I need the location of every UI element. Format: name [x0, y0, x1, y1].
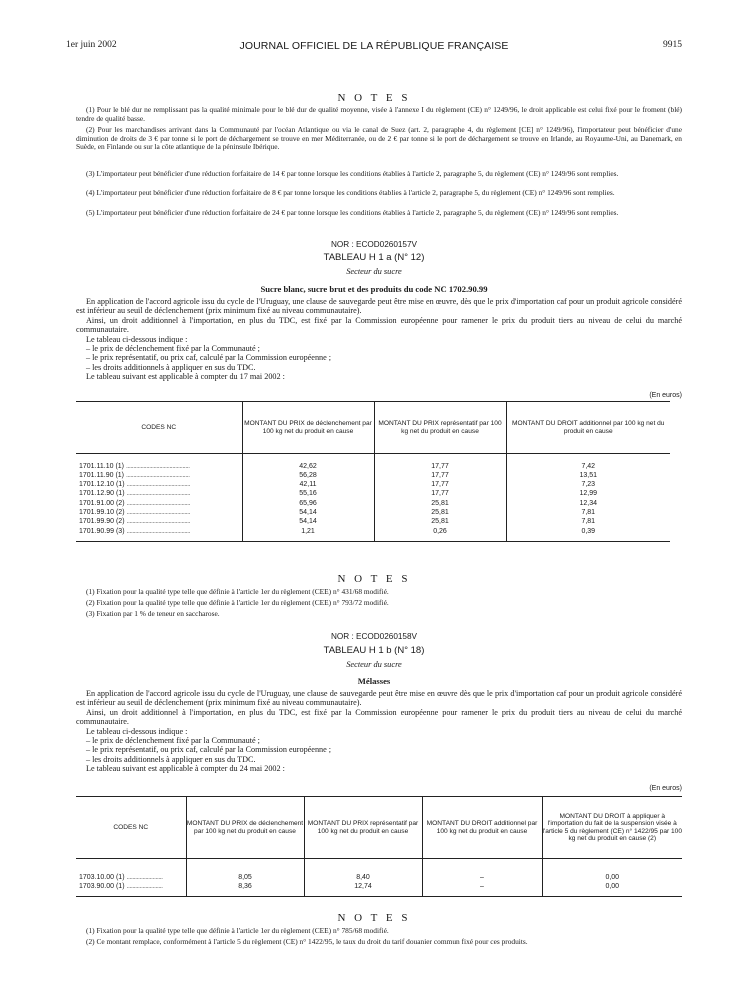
unit-label-1: (En euros) [649, 392, 682, 399]
col-header-representatif: MONTANT DU PRIX représentatif par 100 kg net du produit en cause [374, 402, 506, 454]
table-row: 1701.91.00 (2) ............................................ 65,96 25,81 12,34 [76, 499, 670, 508]
cell-code: 1701.12.10 (1) [79, 481, 125, 489]
note-top-2: (2) Pour les marchandises arrivant dans la Communauté par l'océan Atlantique ou via le canal de Suez (art. 2, paragraphe 4, du règlement [CE] n° 1249/96), l'importateur peut bénéficier d'une diminution de droits de 3 € par tonne si le port de déchargement se trouve en mer Méditerranée, ou de 2 € par tonne si le port de déchargement se trouve en Irlande, au Royaume-Uni, au Danemark, en Suède, en Finlande ou sur la côte atlantique de la péninsule Ibérique. [76, 125, 682, 152]
table-row: 1701.90.99 (3) ............................................ 1,21 0,26 0,39 [76, 527, 670, 536]
note-2-1: (1) Fixation pour la qualité type telle que définie à l'article 1er du règlement (CEE) n° 785/68 modifié. [86, 926, 389, 935]
cell-code: 1701.99.10 (2) [79, 508, 125, 516]
table-row: 1703.10.00 (1) ......................... 8,05 8,40 – 0,00 [76, 873, 682, 882]
secteur-1: Secteur du sucre [346, 267, 402, 276]
note-top-1: (1) Pour le blé dur ne remplissant pas la qualité minimale pour le blé dur de qualité moyenne, visée à l'annexe I du règlement (CE) n° 1249/96, le droit applicable est celui fixé pour le froment (blé) tendre de qualité basse. [76, 105, 682, 123]
cell-representatif: 25,81 [374, 508, 506, 517]
page-header [66, 40, 682, 56]
col-header-declenchement: MONTANT DU PRIX de déclenchement par 100 kg net du produit en cause [186, 797, 304, 859]
cell-representatif: 17,77 [374, 480, 506, 489]
note-top-3: (3) L'importateur peut bénéficier d'une réduction forfaitaire de 14 € par tonne lorsque les conditions établies à l'article 2, paragraphe 5, du règlement (CE) n° 1249/96 sont remplies. [86, 169, 619, 178]
cell-representatif: 25,81 [374, 517, 506, 526]
cell-suspension: 0,00 [605, 882, 620, 890]
intro-2-item-2: – le prix représentatif, ou prix caf, calculé par la Commission européenne ; [86, 745, 332, 755]
note-top-5: (5) L'importateur peut bénéficier d'une réduction forfaitaire de 24 € par tonne lorsque les conditions établies à l'article 2, paragraphe 5, du règlement (CE) n° 1249/96 sont remplies. [86, 208, 619, 217]
cell-declenchement: 1,21 [242, 527, 374, 536]
cell-code: 1701.11.10 (1) [79, 462, 125, 470]
tableau-title-2: TABLEAU H 1 b (N° 18) [323, 645, 425, 656]
intro-1-para-1: En application de l'accord agricole issu du cycle de l'Uruguay, une clause de sauvegarde peut être mise en œuvre, dès que le prix d'importation caf pour un produit agricole considéré est inférieur au seuil de déclenchement (prix minimum fixé au niveau communautaire). [76, 297, 682, 316]
intro-2-item-3: – les droits additionnels à appliquer en sus du TDC. [86, 754, 256, 764]
col-header-droit: MONTANT DU DROIT additionnel par 100 kg net du produit en cause [422, 797, 542, 859]
cell-declenchement: 54,14 [242, 508, 374, 517]
col-header-codes: CODES NC [76, 797, 186, 859]
cell-droit: 0,39 [581, 527, 596, 535]
subtitle-2: Mélasses [357, 676, 391, 686]
intro-1-para-3: Le tableau ci-dessous indique : [86, 334, 188, 344]
intro-2-para-2: Ainsi, un droit additionnel à l'importation, en plus du TDC, est fixé par la Commission européenne pour ramener le prix du produit tiers au niveau de celui du marché communautaire. [76, 707, 682, 727]
intro-2-item-1: – le prix de déclenchement fixé par la Communauté ; [86, 736, 260, 746]
cell-droit: 13,51 [579, 471, 598, 479]
cell-declenchement: 8,05 [186, 873, 304, 882]
cell-code: 1701.90.99 (3) [79, 527, 125, 535]
cell-declenchement: 55,16 [242, 489, 374, 498]
nor-reference-1: NOR : ECOD0260157V [330, 240, 417, 249]
cell-declenchement: 42,62 [242, 462, 374, 471]
intro-2-para-4: Le tableau suivant est applicable à compter du 24 mai 2002 : [86, 764, 285, 774]
cell-declenchement: 42,11 [242, 480, 374, 489]
tableau-title-1: TABLEAU H 1 a (N° 12) [323, 252, 425, 263]
note-2-2: (2) Ce montant remplace, conformément à l'article 5 du règlement (CE) n° 1422/95, le taux du droit du tarif douanier commun fixé pour ces produits. [86, 937, 528, 946]
cell-representatif: 17,77 [374, 462, 506, 471]
header-page-number: 9915 [663, 40, 682, 50]
intro-2-para-3: Le tableau ci-dessous indique : [86, 726, 188, 736]
table-row: 1701.12.10 (1) ............................................ 42,11 17,77 7,23 [76, 480, 670, 489]
cell-droit: 12,34 [579, 499, 598, 507]
unit-label-2: (En euros) [649, 785, 682, 792]
notes-heading-top: N O T E S [337, 92, 411, 104]
header-title: JOURNAL OFFICIEL DE LA RÉPUBLIQUE FRANÇAISE [239, 40, 509, 52]
table-row: 1701.99.90 (2) ............................................ 54,14 25,81 7,81 [76, 517, 670, 526]
notes-heading-2: N O T E S [337, 912, 411, 924]
table-row: 1701.11.10 (1) ............................................ 42,62 17,77 7,42 [76, 462, 670, 471]
intro-1-item-3: – les droits additionnels à appliquer en sus du TDC. [86, 362, 256, 372]
intro-1-para-2: Ainsi, un droit additionnel à l'importation, en plus du TDC, est fixé par la Commission européenne pour ramener le prix du produit tiers au niveau de celui du marché communautaire. [76, 315, 682, 335]
cell-code: 1703.90.00 (1) [79, 882, 125, 890]
tariff-table-1 [76, 401, 670, 542]
col-header-codes: CODES NC [76, 402, 242, 454]
table-row: 1701.11.90 (1) ............................................ 56,28 17,77 13,51 [76, 471, 670, 480]
note-1-1: (1) Fixation pour la qualité type telle que définie à l'article 1er du règlement (CEE) n° 431/68 modifié. [86, 587, 389, 596]
cell-representatif: 0,26 [374, 527, 506, 536]
nor-reference-2: NOR : ECOD0260158V [330, 632, 417, 641]
cell-representatif: 25,81 [374, 499, 506, 508]
table-row: 1701.99.10 (2) ............................................ 54,14 25,81 7,81 [76, 508, 670, 517]
note-1-3: (3) Fixation par 1 % de teneur en saccharose. [86, 609, 220, 618]
note-1-2: (2) Fixation pour la qualité type telle que définie à l'article 1er du règlement (CEE) n° 793/72 modifié. [86, 598, 389, 607]
table-row: 1701.12.90 (1) ............................................ 55,16 17,77 12,99 [76, 489, 670, 498]
cell-code: 1701.12.90 (1) [79, 490, 125, 498]
header-date: 1er juin 2002 [66, 40, 117, 50]
notes-heading-1: N O T E S [337, 573, 411, 585]
cell-code: 1701.99.90 (2) [79, 518, 125, 526]
cell-droit: 7,42 [581, 462, 596, 470]
cell-droit: 7,23 [581, 481, 596, 489]
cell-droit: – [422, 882, 542, 891]
intro-1-item-2: – le prix représentatif, ou prix caf, calculé par la Commission européenne ; [86, 353, 332, 363]
cell-declenchement: 56,28 [242, 471, 374, 480]
cell-code: 1701.11.90 (1) [79, 471, 125, 479]
intro-block-1 [76, 297, 682, 382]
cell-suspension: 0,00 [605, 873, 620, 881]
intro-1-para-4: Le tableau suivant est applicable à compter du 17 mai 2002 : [86, 372, 285, 382]
cell-droit: 7,81 [581, 508, 596, 516]
cell-droit: 12,99 [579, 490, 598, 498]
col-header-droit: MONTANT DU DROIT additionnel par 100 kg net du produit en cause [506, 402, 670, 454]
intro-1-item-1: – le prix de déclenchement fixé par la Communauté ; [86, 344, 260, 354]
note-top-4: (4) L'importateur peut bénéficier d'une réduction forfaitaire de 8 € par tonne lorsque les conditions établies à l'article 2, paragraphe 5, du règlement (CE) n° 1249/96 sont remplies. [86, 188, 615, 197]
secteur-2: Secteur du sucre [346, 660, 402, 669]
cell-representatif: 17,77 [374, 489, 506, 498]
cell-declenchement: 8,36 [186, 882, 304, 891]
cell-representatif: 8,40 [304, 873, 422, 882]
intro-block-2 [76, 689, 682, 774]
table-row: 1703.90.00 (1) ......................... 8,36 12,74 – 0,00 [76, 882, 682, 891]
cell-droit: 7,81 [581, 518, 596, 526]
col-header-declenchement: MONTANT DU PRIX de déclenchement par 100 kg net du produit en cause [242, 402, 374, 454]
cell-code: 1701.91.00 (2) [79, 499, 125, 507]
intro-2-para-1: En application de l'accord agricole issu du cycle de l'Uruguay, une clause de sauvegarde peut être mise en œuvre dès que le prix d'importation caf pour un produit agricole considéré est inférieur au seuil de déclenchement (prix minimum fixé au niveau communautaire). [76, 689, 682, 708]
cell-representatif: 12,74 [304, 882, 422, 891]
cell-declenchement: 54,14 [242, 517, 374, 526]
cell-declenchement: 65,96 [242, 499, 374, 508]
subtitle-1: Sucre blanc, sucre brut et des produits du code NC 1702.90.99 [260, 284, 488, 294]
col-header-suspension: MONTANT DU DROIT à appliquer à l'importation du fait de la suspension visée à l'article 5 du règlement (CE) n° 1422/95 par 100 kg net du produit en cause (2) [542, 797, 682, 859]
cell-representatif: 17,77 [374, 471, 506, 480]
cell-code: 1703.10.00 (1) [79, 873, 125, 881]
cell-droit: – [422, 873, 542, 882]
tariff-table-2 [76, 796, 682, 897]
col-header-representatif: MONTANT DU PRIX représentatif par 100 kg net du produit en cause [304, 797, 422, 859]
